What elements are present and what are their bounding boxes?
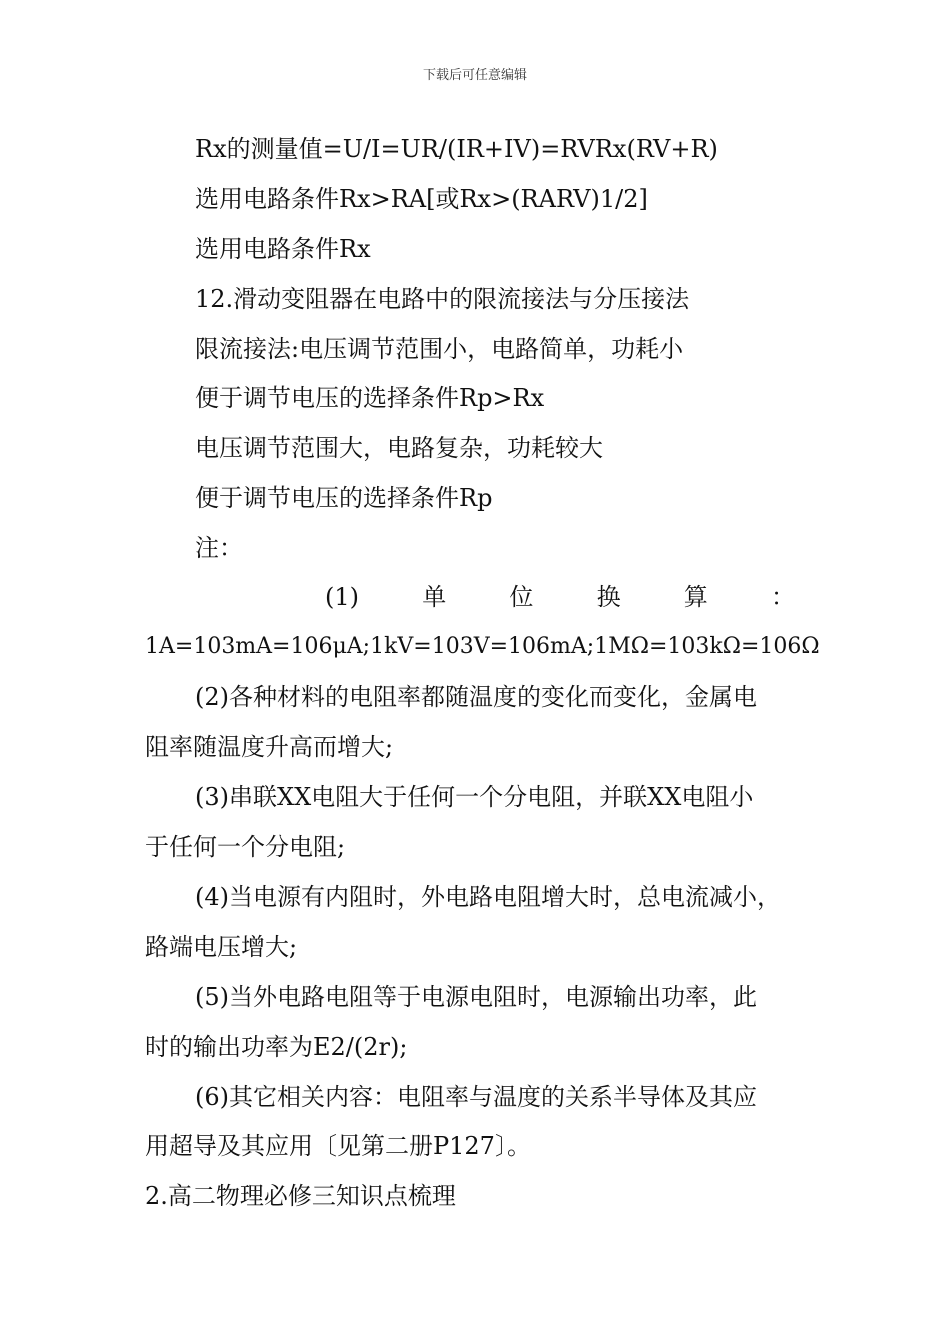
- item-continuation: 于任何一个分电阻;: [145, 833, 346, 861]
- text-line: 便于调节电压的选择条件Rp>Rx: [195, 384, 545, 412]
- text-line: Rx的测量值=U/I=UR/(IR+IV)=RVRx(RV+R): [195, 135, 718, 163]
- item-continuation: 阻率随温度升高而增大;: [145, 733, 394, 761]
- note-label: 注：: [195, 534, 243, 562]
- heading-part: 单: [422, 583, 447, 611]
- page-header-note: 下载后可任意编辑: [422, 68, 527, 83]
- item-first-line: (4)当电源有内阻时，外电路电阻增大时，总电流减小，: [195, 883, 781, 911]
- heading-part: 换: [596, 583, 621, 611]
- item-first-line: (6)其它相关内容：电阻率与温度的关系半导体及其应: [195, 1083, 757, 1111]
- heading-part: 位: [509, 583, 534, 611]
- text-line: 选用电路条件Rx>RA[或Rx>(RARV)1/2]: [195, 185, 648, 213]
- text-line: 限流接法:电压调节范围小，电路简单，功耗小: [195, 335, 684, 363]
- item-continuation: 路端电压增大;: [145, 933, 298, 961]
- item-first-line: (2)各种材料的电阻率都随温度的变化而变化，金属电: [195, 683, 757, 711]
- heading-part: ：: [770, 583, 795, 611]
- item-continuation: 时的输出功率为E2/(2r);: [145, 1033, 408, 1061]
- text-line: 选用电路条件Rx: [195, 235, 371, 263]
- item-first-line: (3)串联XX电阻大于任何一个分电阻，并联XX电阻小: [195, 783, 754, 811]
- item-first-line: (5)当外电路电阻等于电源电阻时，电源输出功率，此: [195, 983, 757, 1011]
- unit-conversion-heading: [325, 582, 795, 612]
- item-continuation: 用超导及其应用〔见第二册P127〕。: [145, 1132, 531, 1160]
- section-title: 2.高二物理必修三知识点梳理: [145, 1182, 456, 1210]
- text-line: 电压调节范围大，电路复杂，功耗较大: [195, 434, 603, 462]
- text-line: 12.滑动变阻器在电路中的限流接法与分压接法: [195, 285, 690, 313]
- unit-conversion-line: 1A=103mA=106μA;1kV=103V=106mA;1MΩ=103kΩ=106Ω: [145, 634, 820, 659]
- heading-part: 算: [683, 583, 708, 611]
- text-line: 便于调节电压的选择条件Rp: [195, 484, 493, 512]
- heading-part: (1): [325, 583, 359, 611]
